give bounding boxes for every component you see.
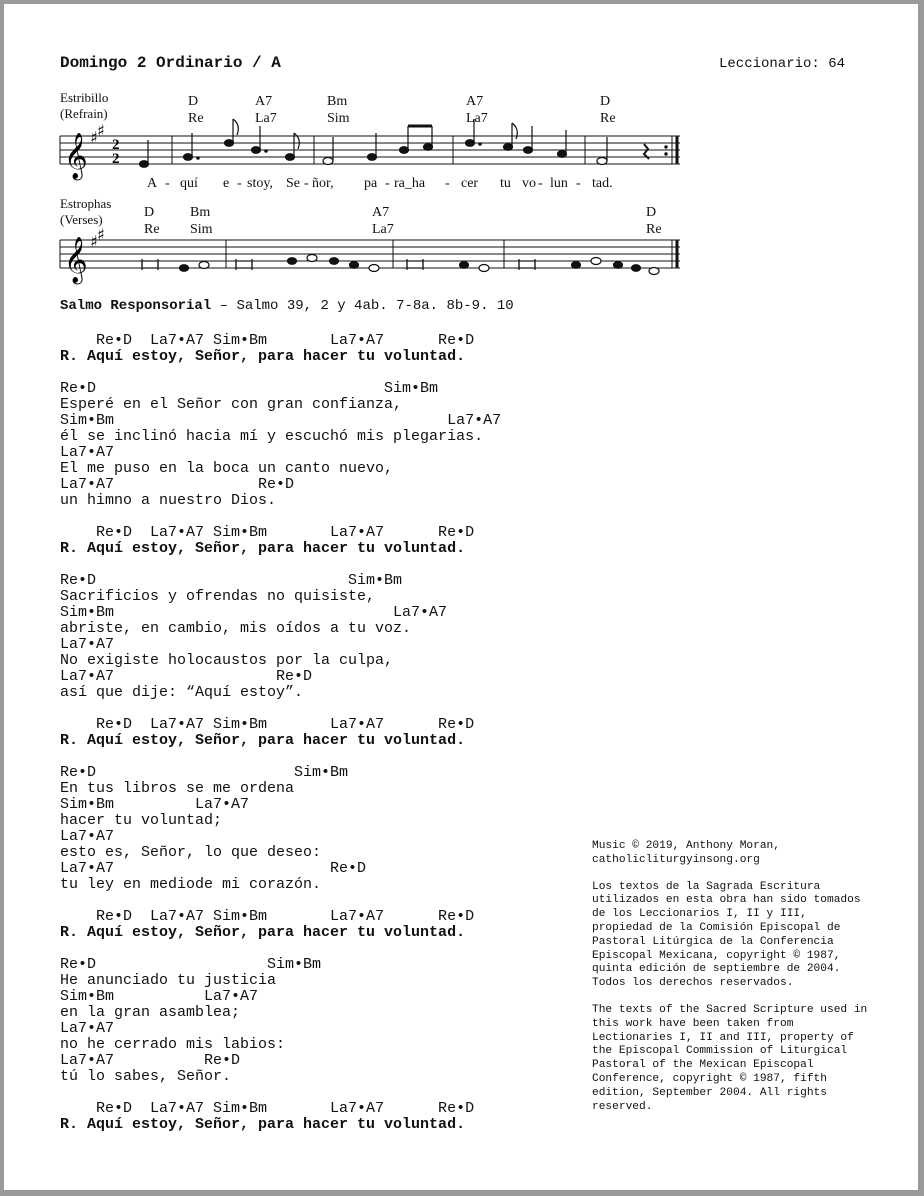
refrain-chords: Re•D La7•A7 Sim•Bm La7•A7 Re•D — [60, 716, 475, 733]
refrain-text: R. Aquí estoy, Señor, para hacer tu voluntad. — [60, 1116, 466, 1133]
psalm-reference: – Salmo 39, 2 y 4ab. 7-8a. 8b-9. 10 — [211, 298, 514, 314]
stanza-line: Esperé en el Señor con gran confianza, — [60, 396, 403, 413]
stanza-line: Sacrificios y ofrendas no quisiste, — [60, 588, 376, 605]
stanza-line: no he cerrado mis labios: — [60, 1036, 286, 1053]
syllable: - — [576, 176, 581, 191]
stanza-line: abriste, en cambio, mis oídos a tu voz. — [60, 620, 412, 637]
refrain-chord-4-en: A7 — [466, 94, 484, 109]
page — [4, 4, 918, 1190]
stanza-chords: Sim•Bm La7•A7 — [60, 796, 250, 813]
stanza-line: así que dije: “Aquí estoy”. — [60, 684, 304, 701]
stanza-chords: Re•D Sim•Bm — [60, 572, 403, 589]
syllable: - — [237, 176, 242, 191]
syllable: tu — [500, 176, 511, 191]
stanza-chords: Re•D Sim•Bm — [60, 956, 322, 973]
refrain-chords: Re•D La7•A7 Sim•Bm La7•A7 Re•D — [60, 908, 475, 925]
stanza-chords: La7•A7 — [60, 636, 115, 653]
stanza-chords: La7•A7 — [60, 1020, 115, 1037]
spanish-copyright: Los textos de la Sagrada Escritura utilizados en esta obra han sido tomados de los Leccionarios I, II y III, propiedad de la Comisión Episcopal de Pastoral Litúrgica de la Conferencia Episcopal Mexicana, copyright © 1987, quinta edición de septiembre de 2004. Todos los derechos reservados. — [592, 880, 861, 990]
syllable: tad. — [592, 176, 613, 191]
syllable: e — [223, 176, 230, 191]
refrain-chord-1-es: Re — [188, 111, 204, 126]
syllable: - — [445, 176, 450, 191]
page-title: Domingo 2 Ordinario / A — [60, 54, 281, 72]
syllable: pa — [364, 176, 378, 191]
syllable: stoy, — [247, 176, 273, 191]
stanza-line: En tus libros se me ordena — [60, 780, 295, 797]
syllable: cer — [461, 176, 479, 191]
verse-chord-2-es: Sim — [190, 222, 213, 237]
verse-chord-2-en: Bm — [190, 205, 211, 220]
svg-text:♯: ♯ — [90, 232, 98, 251]
syllable: - — [165, 176, 170, 191]
syllable: lun — [550, 176, 568, 191]
syllable: A — [147, 176, 158, 191]
refrain-text: R. Aquí estoy, Señor, para hacer tu voluntad. — [60, 540, 466, 557]
refrain-text: R. Aquí estoy, Señor, para hacer tu voluntad. — [60, 732, 466, 749]
verses-staff — [4, 4, 918, 294]
refrain-chord-3-es: Sim — [327, 111, 350, 126]
refrain-chord-1-en: D — [188, 94, 199, 109]
refrain-label-en: (Refrain) — [60, 106, 108, 121]
refrain-chord-5-en: D — [600, 94, 611, 109]
stanza-chords: La7•A7 Re•D — [60, 668, 313, 685]
stanza-chords: La7•A7 — [60, 444, 115, 461]
syllable: ra_ha — [394, 176, 426, 191]
psalm-heading — [60, 298, 514, 314]
stanza-chords: Sim•Bm La7•A7 — [60, 988, 259, 1005]
refrain-label-es: Estribillo — [60, 90, 109, 105]
psalm-title: Salmo Responsorial — [60, 298, 212, 314]
verse-chord-4-en: D — [646, 205, 657, 220]
syllable: quí — [180, 176, 198, 191]
stanza-chords: Re•D Sim•Bm — [60, 380, 439, 397]
syllable: ñor, — [312, 176, 334, 191]
svg-text:2: 2 — [112, 137, 120, 153]
verse-chord-4-es: Re — [646, 222, 662, 237]
stanza-chords: La7•A7 — [60, 828, 115, 845]
stanza-chords: Sim•Bm La7•A7 — [60, 412, 502, 429]
verse-chord-1-en: D — [144, 205, 155, 220]
stanza-chords: Re•D Sim•Bm — [60, 764, 349, 781]
syllable: - — [385, 176, 390, 191]
copyright-notes — [592, 840, 872, 1127]
refrain-text: R. Aquí estoy, Señor, para hacer tu voluntad. — [60, 348, 466, 365]
english-copyright: The texts of the Sacred Scripture used in this work have been taken from Lectionaries I, II and III, property of the Episcopal Commission of Liturgical Pastoral of the Mexican Episcopal Conference, copyright © 1987, fifth edition, September 2004. All rights reserved. — [592, 1003, 868, 1113]
svg-text:2: 2 — [112, 151, 120, 167]
svg-text:♯: ♯ — [97, 225, 105, 244]
stanza-chords: Sim•Bm La7•A7 — [60, 604, 448, 621]
stanza-line: tu ley en mediode mi corazón. — [60, 876, 322, 893]
syllable: - — [304, 176, 309, 191]
refrain-chord-3-en: Bm — [327, 94, 348, 109]
refrain-chord-5-es: Re — [600, 111, 616, 126]
refrain-chord-2-en: A7 — [255, 94, 273, 109]
refrain-text: R. Aquí estoy, Señor, para hacer tu voluntad. — [60, 924, 466, 941]
stanza-chords: La7•A7 Re•D — [60, 476, 295, 493]
svg-text:♯: ♯ — [90, 128, 98, 147]
refrain-chords: Re•D La7•A7 Sim•Bm La7•A7 Re•D — [60, 524, 475, 541]
stanza-line: El me puso en la boca un canto nuevo, — [60, 460, 394, 477]
verse-chord-1-es: Re — [144, 222, 160, 237]
syllable: Se — [286, 176, 300, 191]
stanza-line: en la gran asamblea; — [60, 1004, 241, 1021]
stanza-line: esto es, Señor, lo que deseo: — [60, 844, 322, 861]
refrain-chords: Re•D La7•A7 Sim•Bm La7•A7 Re•D — [60, 1100, 475, 1117]
verses-label-es: Estrophas — [60, 196, 112, 211]
refrain-chord-2-es: La7 — [255, 111, 277, 126]
treble-clef-icon: 𝄞 — [64, 237, 88, 283]
refrain-chords: Re•D La7•A7 Sim•Bm La7•A7 Re•D — [60, 332, 475, 349]
stanza-line: He anunciado tu justicia — [60, 972, 277, 989]
svg-text:♯: ♯ — [97, 121, 105, 140]
verse-chord-3-es: La7 — [372, 222, 394, 237]
music-credit: Music © 2019, Anthony Moran, catholicliturgyinsong.org — [592, 840, 780, 866]
verses-label-en: (Verses) — [60, 212, 103, 227]
syllable: - — [538, 176, 543, 191]
stanza-line: tú lo sabes, Señor. — [60, 1068, 232, 1085]
stanza-line: hacer tu voluntad; — [60, 812, 223, 829]
refrain-chord-4-es: La7 — [466, 111, 488, 126]
stanza-line: un himno a nuestro Dios. — [60, 492, 277, 509]
lectionary-number: Leccionario: 64 — [719, 56, 846, 72]
stanza-line: él se inclinó hacia mí y escuchó mis plegarias. — [60, 428, 484, 445]
stanza-line: No exigiste holocaustos por la culpa, — [60, 652, 394, 669]
stanza-chords: La7•A7 Re•D — [60, 860, 367, 877]
syllable: vo — [522, 176, 536, 191]
verse-chord-3-en: A7 — [372, 205, 390, 220]
stanza-chords: La7•A7 Re•D — [60, 1052, 241, 1069]
treble-clef-icon: 𝄞 — [64, 133, 88, 179]
